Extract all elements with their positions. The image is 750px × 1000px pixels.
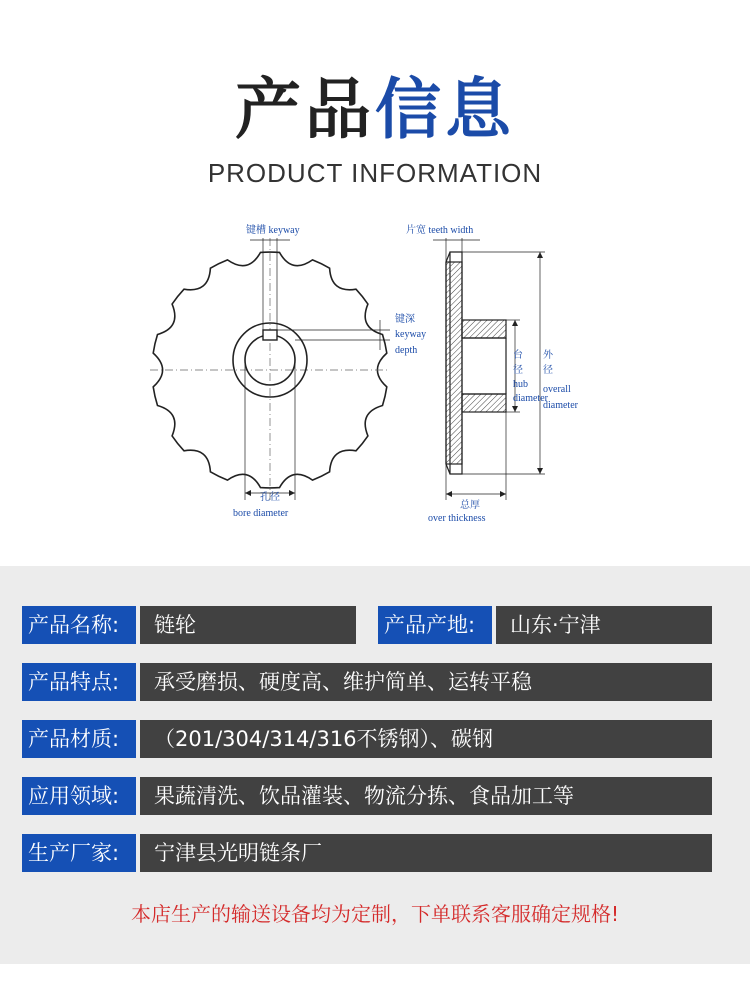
info-row-material — [22, 720, 712, 758]
application-value: 果蔬清洗、饮品灌装、物流分拣、食品加工等 — [140, 777, 712, 815]
origin-label: 产品产地: — [378, 606, 492, 644]
hub-label-cn2: 径 — [513, 365, 523, 376]
info-row-name-origin — [22, 606, 712, 644]
sprocket-front-view — [150, 223, 426, 519]
keyway-slot — [263, 330, 277, 340]
bore-label-en: bore diameter — [233, 508, 289, 519]
thickness-label-en: over thickness — [428, 513, 486, 524]
overall-label-cn2: 径 — [543, 365, 553, 376]
features-label: 产品特点: — [22, 663, 136, 701]
title-part1: 产品 — [235, 71, 375, 148]
keyway-depth-en2: depth — [395, 345, 418, 356]
info-row-features — [22, 663, 712, 701]
keyway-depth-en1: keyway — [395, 329, 427, 340]
title-part2: 信息 — [375, 71, 515, 148]
maker-value: 宁津县光明链条厂 — [140, 834, 712, 872]
maker-label: 生产厂家: — [22, 834, 136, 872]
hub-top — [462, 320, 506, 338]
origin-value: 山东·宁津 — [496, 606, 712, 644]
sprocket-diagram — [150, 210, 600, 530]
info-row-maker — [22, 834, 712, 872]
name-label: 产品名称: — [22, 606, 136, 644]
product-info-panel — [0, 566, 750, 964]
overall-label-en2: diameter — [543, 400, 578, 411]
features-value: 承受磨损、硬度高、维护简单、运转平稳 — [140, 663, 712, 701]
hub-bottom — [462, 394, 506, 412]
material-label: 产品材质: — [22, 720, 136, 758]
custom-order-notice: 本店生产的输送设备均为定制，下单联系客服确定规格! — [130, 902, 620, 926]
name-value: 链轮 — [140, 606, 356, 644]
hub-label-en2: diameter — [513, 393, 548, 404]
bore-label-cn: 孔径 — [260, 492, 280, 503]
hub-label-cn1: 台 — [513, 350, 523, 361]
teeth-width-label: 片宽 teeth width — [406, 225, 474, 236]
thickness-label-cn: 总厚 — [460, 500, 480, 511]
overall-label-cn1: 外 — [543, 350, 553, 361]
side-plate — [446, 262, 462, 464]
info-row-application — [22, 777, 712, 815]
application-label: 应用领域: — [22, 777, 136, 815]
sprocket-drawing — [150, 210, 600, 530]
keyway-label: 键槽 keyway — [246, 225, 300, 236]
material-value: （201/304/314/316不锈钢）、碳钢 — [140, 720, 712, 758]
overall-label-en1: overall — [543, 384, 571, 395]
keyway-depth-cn: 键深 — [395, 314, 415, 325]
hub-label-en1: hub — [513, 379, 528, 390]
page-subtitle: PRODUCT INFORMATION — [207, 158, 543, 188]
page-title — [0, 70, 750, 150]
sprocket-side-view — [406, 223, 579, 524]
